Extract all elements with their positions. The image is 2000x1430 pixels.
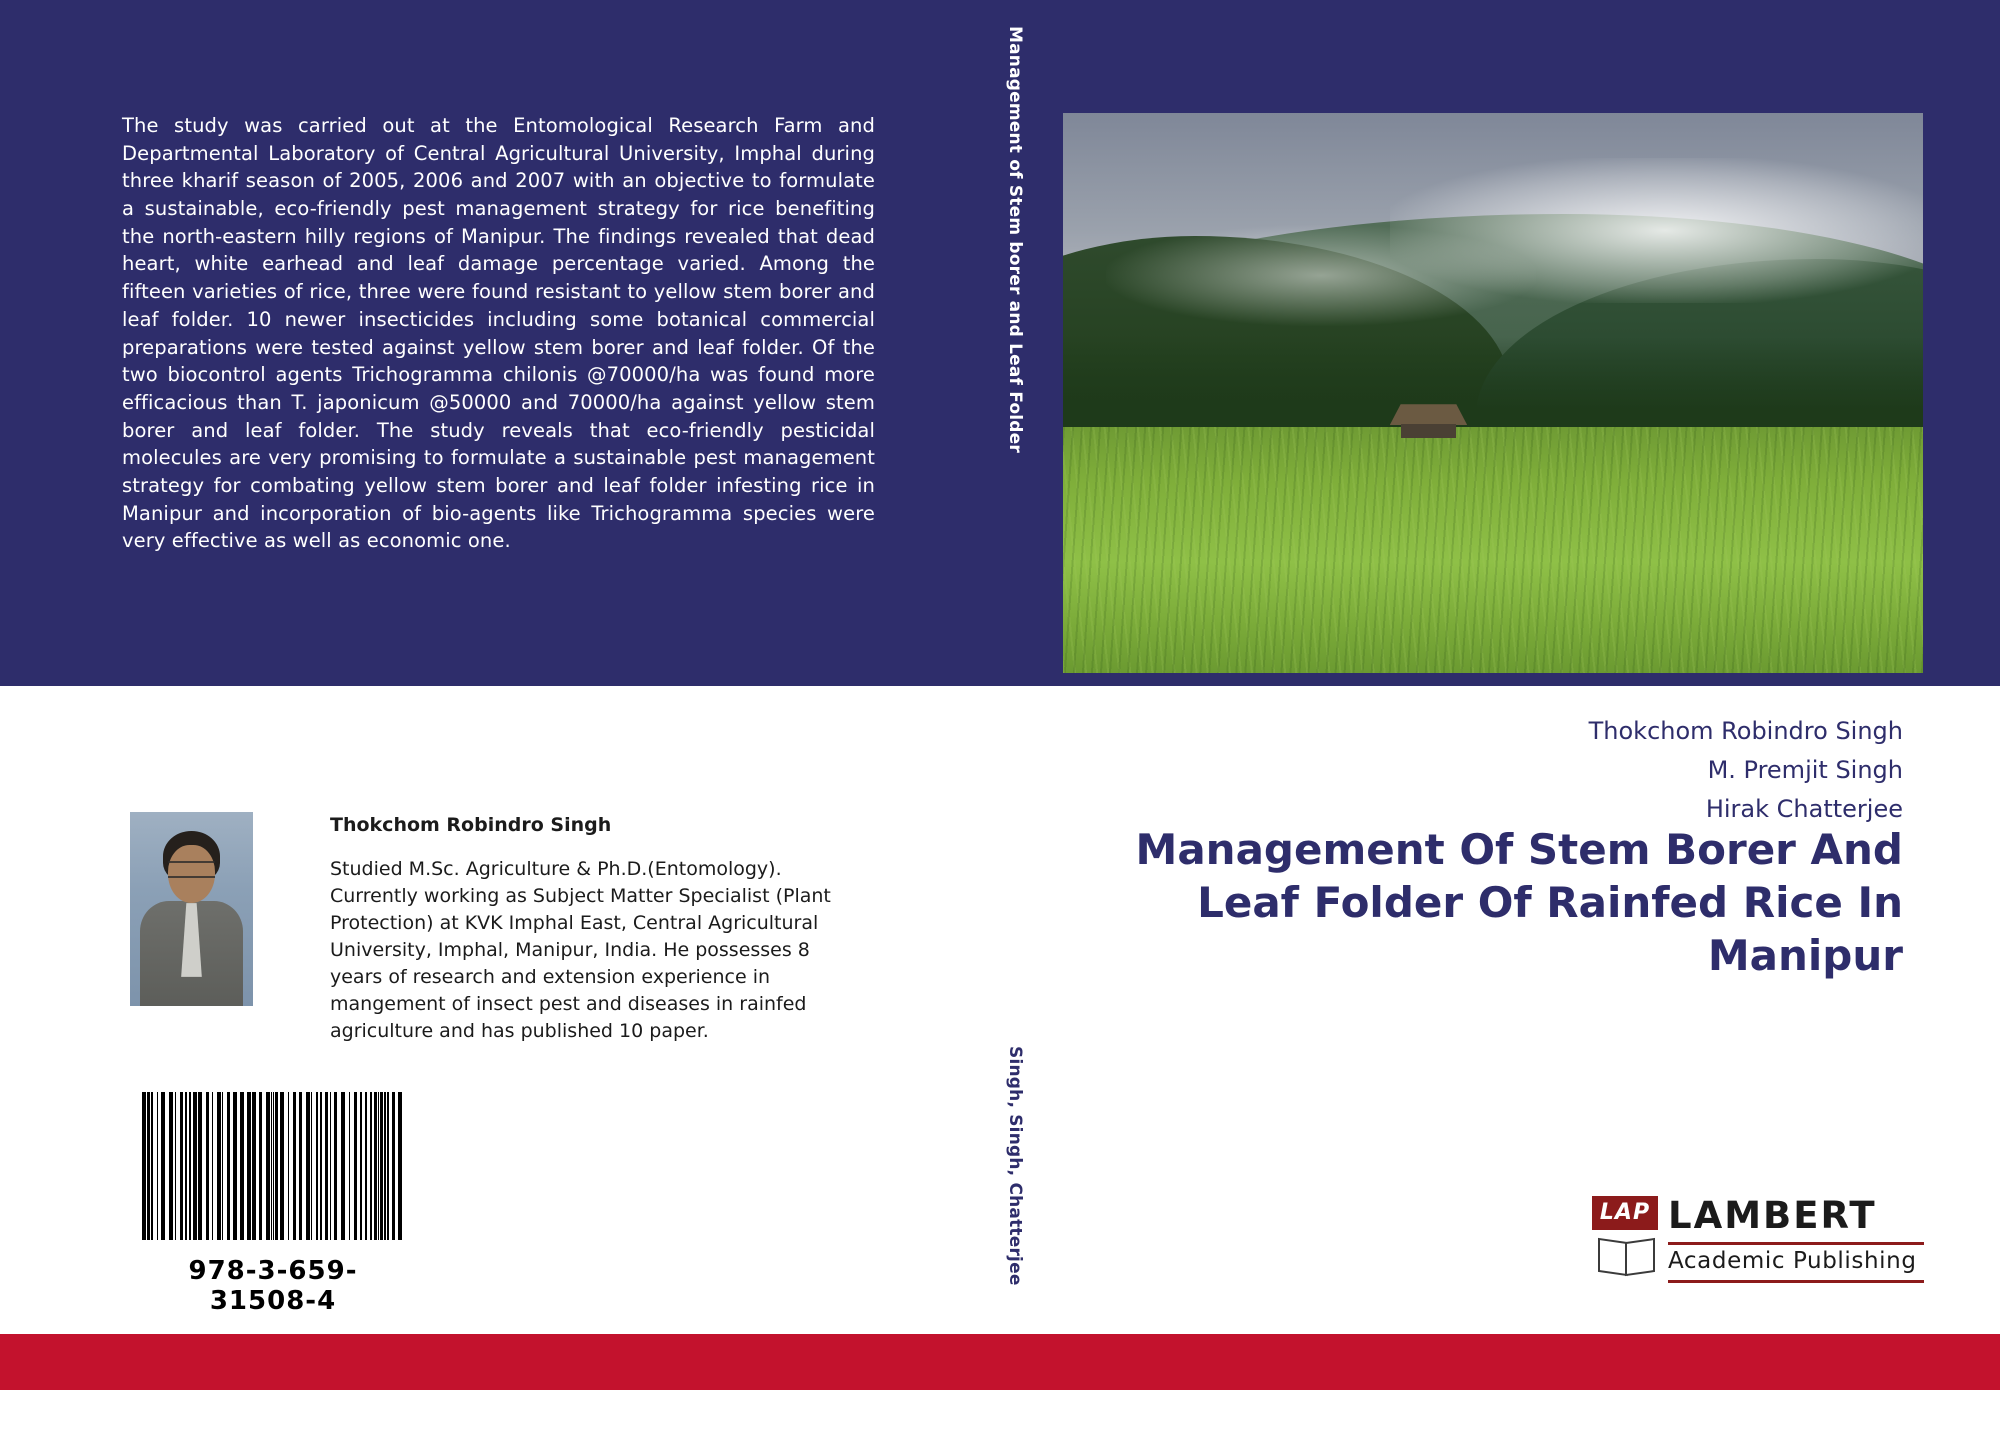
publisher-name: LAMBERT	[1668, 1194, 1877, 1237]
barcode-image	[138, 1092, 408, 1240]
hut-body	[1401, 424, 1457, 439]
author-name: Thokchom Robindro Singh	[330, 814, 612, 836]
front-author-list	[1589, 712, 1903, 829]
glasses-icon	[168, 861, 215, 879]
book-title: Management Of Stem Borer And Leaf Folder Of Rainfed Rice In Manipur	[1135, 825, 1903, 980]
author-photo	[130, 812, 253, 1006]
barcode-block	[138, 1092, 408, 1316]
front-author-1: Thokchom Robindro Singh	[1588, 717, 1903, 745]
front-author-2: M. Premjit Singh	[1707, 755, 1903, 784]
publisher-logo	[1592, 1192, 1924, 1284]
book-page-right	[1625, 1238, 1655, 1276]
front-author-3: Hirak Chatterjee	[1705, 794, 1903, 823]
spine-authors	[975, 686, 1053, 1334]
publisher-rule-top	[1668, 1242, 1924, 1245]
spine-title	[975, 0, 1053, 686]
bottom-red-band	[0, 1334, 2000, 1390]
photo-hut	[1390, 404, 1467, 438]
spine-authors-text: Singh, Singh, Chatterjee	[1005, 1046, 1025, 1286]
book-page-left	[1598, 1238, 1628, 1276]
spine-title-text: Management of Stem borer and Leaf Folder	[1005, 26, 1025, 453]
author-bio-text: Studied M.Sc. Agriculture & Ph.D.(Entomology). Currently working as Subject Matter Specialist (Plant Protection) at KVK Imphal East, Central Agricultural University, Imphal, Manipur, India. He possesses 8 years of research and extension experience in mangement of insect pest and diseases in rainfed agriculture and has published 10 paper.	[330, 858, 831, 1042]
open-book-icon	[1598, 1232, 1656, 1278]
photo-mist-secondary	[1106, 225, 1536, 326]
hut-roof	[1390, 404, 1467, 425]
photo-field-texture	[1063, 427, 1923, 673]
publisher-mark: LAP	[1592, 1196, 1658, 1230]
abstract-text: The study was carried out at the Entomological Research Farm and Departmental Laboratory of Central Agricultural University, Imphal during three kharif season of 2005, 2006 and 2007 with an objective to formulate a sustainable, eco-friendly pest management strategy for rice benefiting the north-eastern hilly regions of Manipur. The findings revealed that dead heart, white earhead and leaf damage percentage varied. Among the fifteen varieties of rice, three were found resistant to yellow stem borer and leaf folder. 10 newer insecticides including some botanical commercial preparations were tested against yellow stem borer and leaf folder. Of the two biocontrol agents Trichogramma chilonis @70000/ha was found more efficacious than T. japonicum @50000 and 70000/ha against yellow stem borer and leaf folder. The study reveals that eco-friendly pesticidal molecules are very promising to formulate a sustainable pest management strategy for combating yellow stem borer and leaf folder infesting rice in Manipur and incorporation of bio-agents like Trichogramma species were very effective as well as economic one.	[122, 114, 875, 553]
isbn-text: 978-3-659-31508-4	[188, 1256, 358, 1316]
publisher-subtitle: Academic Publishing	[1668, 1248, 1917, 1274]
cover-photo	[1063, 113, 1923, 673]
publisher-rule-bottom	[1668, 1280, 1924, 1283]
bottom-white-band	[0, 1390, 2000, 1430]
